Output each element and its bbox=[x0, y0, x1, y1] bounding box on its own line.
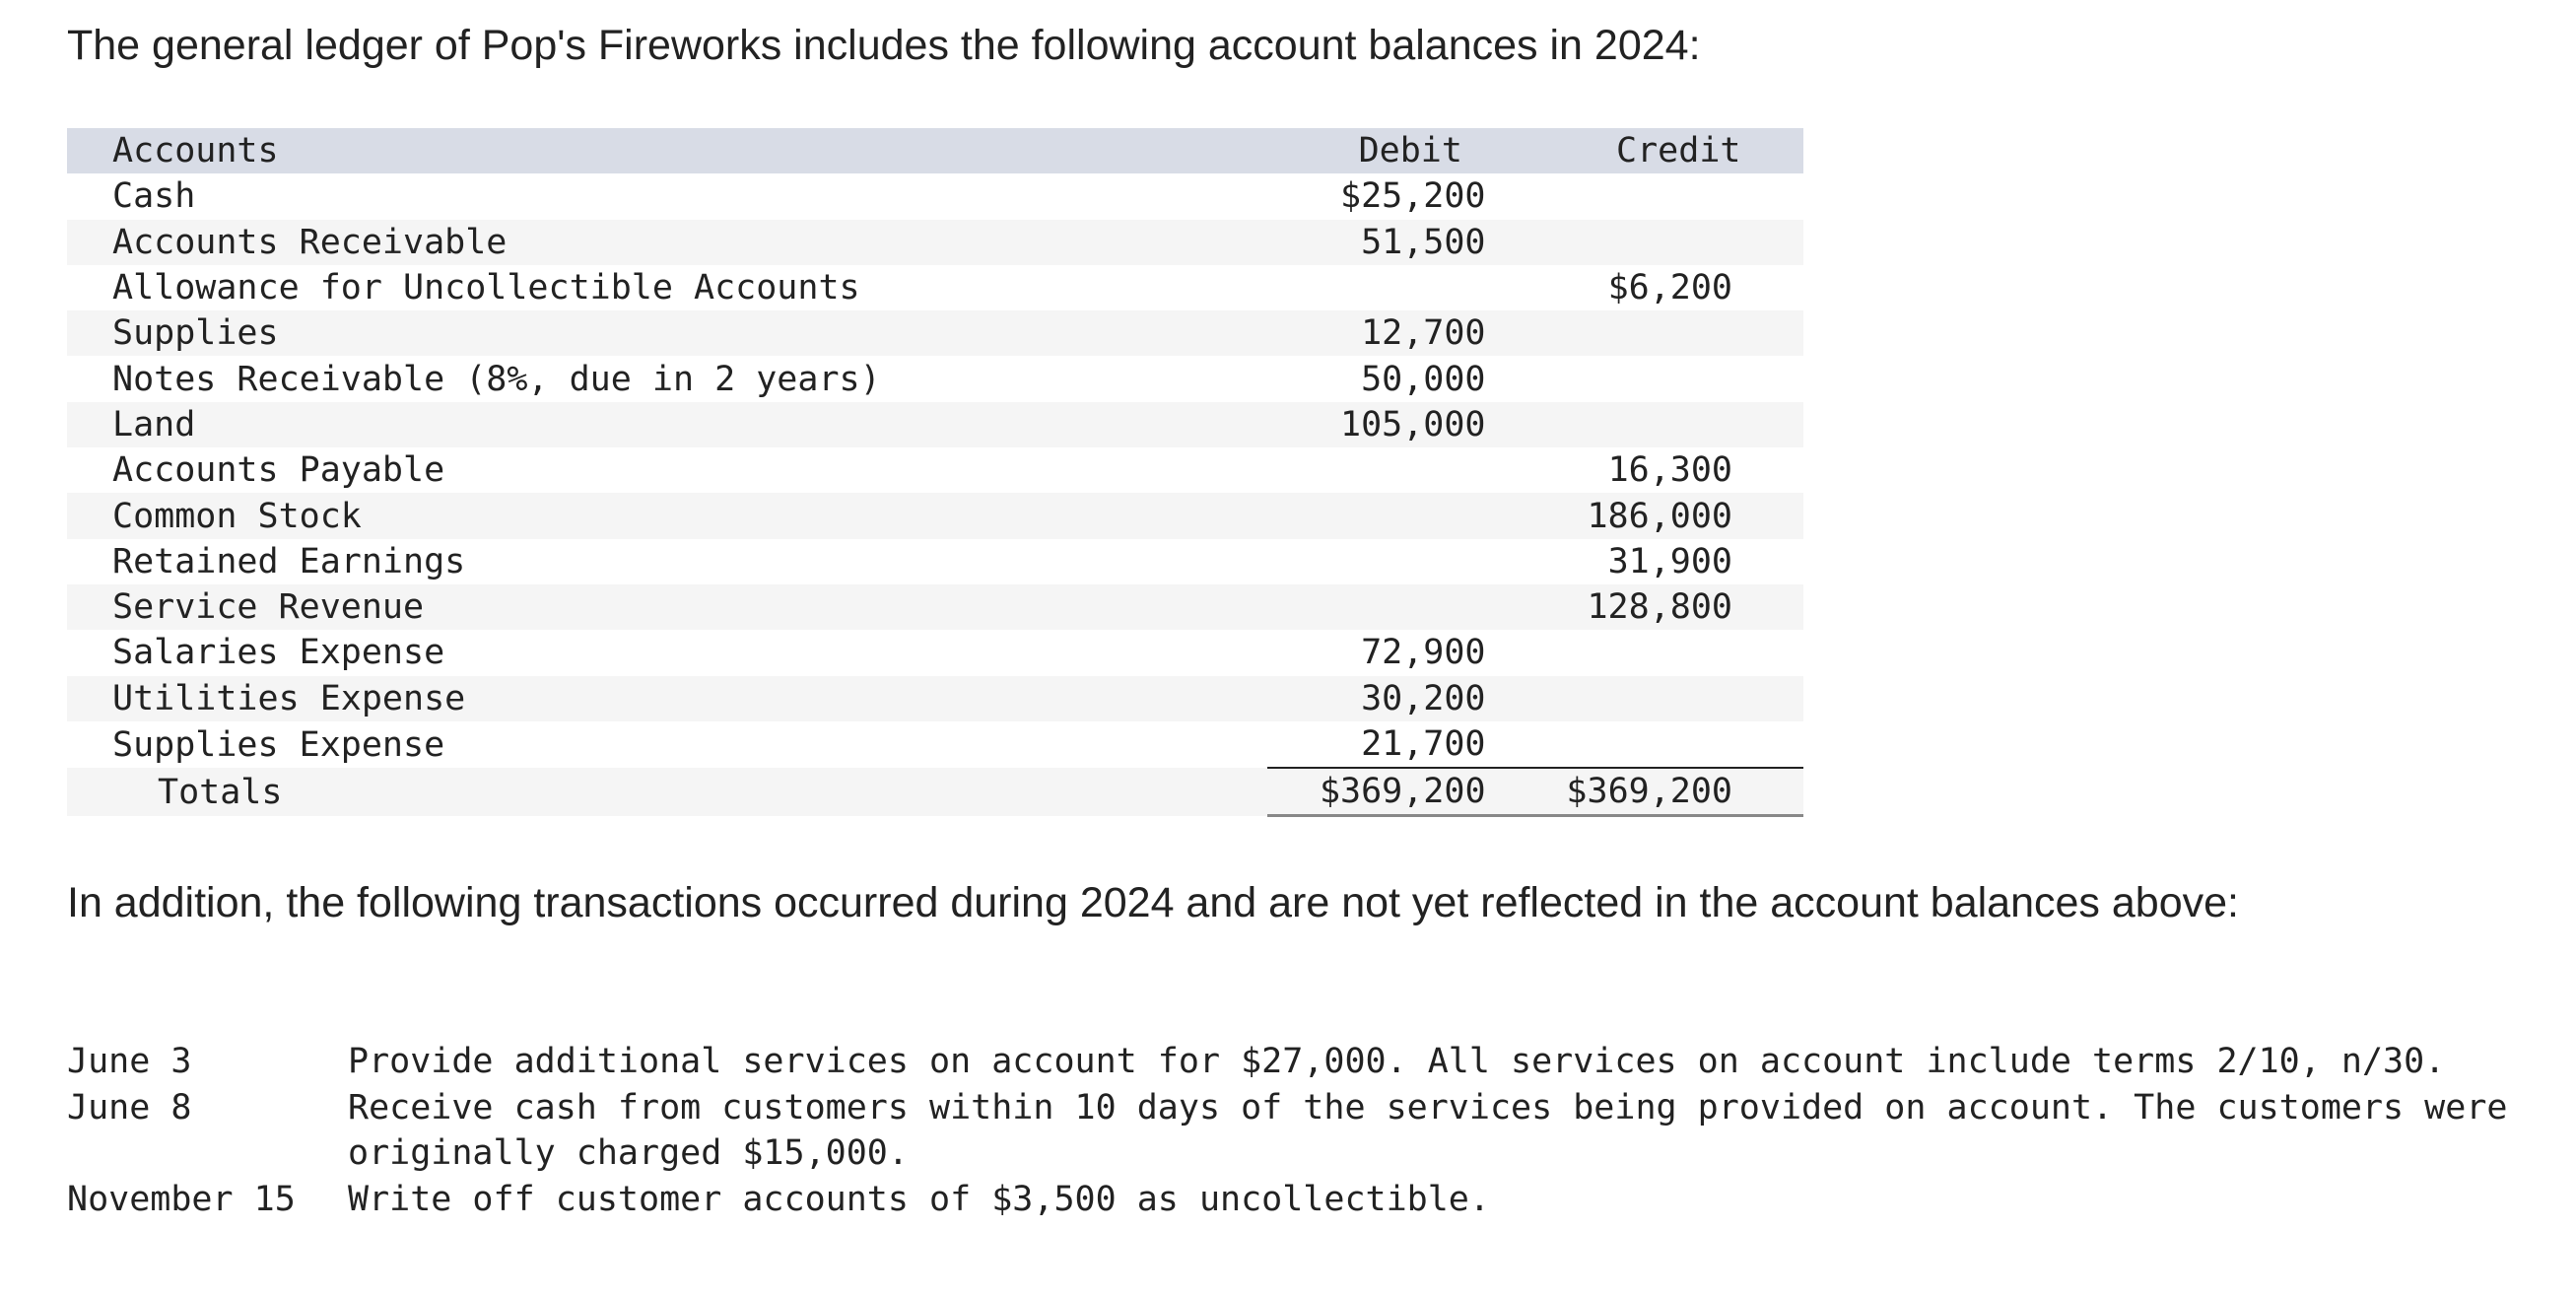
credit-value: 16,300 bbox=[1607, 450, 1732, 491]
table-row bbox=[67, 493, 1803, 538]
credit-value bbox=[1525, 402, 1803, 447]
debit-value: $25,200 bbox=[1340, 176, 1486, 217]
accounts-header: Accounts bbox=[112, 131, 279, 171]
transaction-date: June 8 bbox=[67, 1087, 192, 1127]
list-item bbox=[67, 1085, 2565, 1177]
credit-value: 128,800 bbox=[1587, 587, 1732, 628]
transaction-date: June 3 bbox=[67, 1042, 192, 1081]
table-row bbox=[67, 630, 1803, 675]
table-row bbox=[67, 402, 1803, 447]
totals-row bbox=[67, 768, 1803, 816]
account-name: Land bbox=[112, 404, 196, 444]
debit-value: 30,200 bbox=[1361, 678, 1486, 718]
account-name: Supplies bbox=[112, 313, 279, 354]
debit-value: 12,700 bbox=[1361, 313, 1486, 354]
ledger-table bbox=[67, 128, 1803, 817]
list-item bbox=[67, 1177, 2565, 1223]
debit-total: $369,200 bbox=[1267, 768, 1524, 816]
table-row bbox=[67, 220, 1803, 265]
debit-value: 50,000 bbox=[1361, 359, 1486, 399]
credit-value bbox=[1525, 310, 1803, 356]
debit-value: 51,500 bbox=[1361, 222, 1486, 262]
account-name: Common Stock bbox=[112, 496, 362, 536]
table-row bbox=[67, 265, 1803, 310]
table-row bbox=[67, 173, 1803, 219]
credit-value: 31,900 bbox=[1607, 541, 1732, 581]
table-row bbox=[67, 676, 1803, 721]
account-name: Allowance for Uncollectible Accounts bbox=[112, 268, 860, 308]
account-name: Notes Receivable (8%, due in 2 years) bbox=[112, 359, 881, 399]
debit-value: 21,700 bbox=[1361, 724, 1486, 764]
account-name: Utilities Expense bbox=[112, 678, 466, 718]
credit-header: Credit bbox=[1616, 131, 1741, 171]
table-row bbox=[67, 721, 1803, 768]
table-row bbox=[67, 584, 1803, 630]
debit-value bbox=[1267, 265, 1524, 310]
table-row bbox=[67, 539, 1803, 584]
account-name: Accounts Receivable bbox=[112, 222, 508, 262]
account-name: Accounts Payable bbox=[112, 450, 445, 491]
credit-value: 186,000 bbox=[1587, 496, 1732, 536]
credit-value bbox=[1525, 630, 1803, 675]
account-name: Salaries Expense bbox=[112, 633, 445, 673]
account-name: Service Revenue bbox=[112, 587, 425, 628]
list-item bbox=[67, 1039, 2565, 1085]
debit-value bbox=[1267, 539, 1524, 584]
debit-value bbox=[1267, 447, 1524, 493]
credit-value: $6,200 bbox=[1607, 268, 1732, 308]
transaction-date: November 15 bbox=[67, 1179, 296, 1219]
debit-value: 105,000 bbox=[1340, 404, 1486, 444]
credit-value bbox=[1525, 173, 1803, 219]
debit-value bbox=[1267, 584, 1524, 630]
transaction-description: Receive cash from customers within 10 days of the services being provided on account. The customers were originally charged $15,000. bbox=[348, 1087, 2508, 1173]
additional-transactions-text: In addition, the following transactions occurred during 2024 and are not yet reflected in the account balances above: bbox=[67, 879, 2239, 926]
ledger-header-row bbox=[67, 128, 1803, 173]
debit-value: 72,900 bbox=[1361, 633, 1486, 673]
account-name: Supplies Expense bbox=[112, 724, 445, 765]
credit-total: $369,200 bbox=[1525, 768, 1803, 816]
credit-value bbox=[1525, 676, 1803, 721]
table-row bbox=[67, 447, 1803, 493]
debit-value bbox=[1267, 493, 1524, 538]
credit-value bbox=[1525, 220, 1803, 265]
credit-value bbox=[1525, 356, 1803, 401]
credit-value bbox=[1525, 721, 1803, 768]
transaction-description: Provide additional services on account for $27,000. All services on account include terms 2/10, n/30. bbox=[348, 1042, 2446, 1081]
table-row bbox=[67, 310, 1803, 356]
transactions-list bbox=[67, 1039, 2565, 1222]
table-row bbox=[67, 356, 1803, 401]
account-name: Cash bbox=[112, 176, 196, 217]
totals-label: Totals bbox=[158, 772, 283, 812]
transaction-description: Write off customer accounts of $3,500 as uncollectible. bbox=[348, 1179, 1490, 1219]
account-name: Retained Earnings bbox=[112, 541, 466, 581]
debit-header: Debit bbox=[1358, 131, 1462, 171]
intro-text: The general ledger of Pop's Fireworks includes the following account balances in 2024: bbox=[67, 22, 1701, 69]
